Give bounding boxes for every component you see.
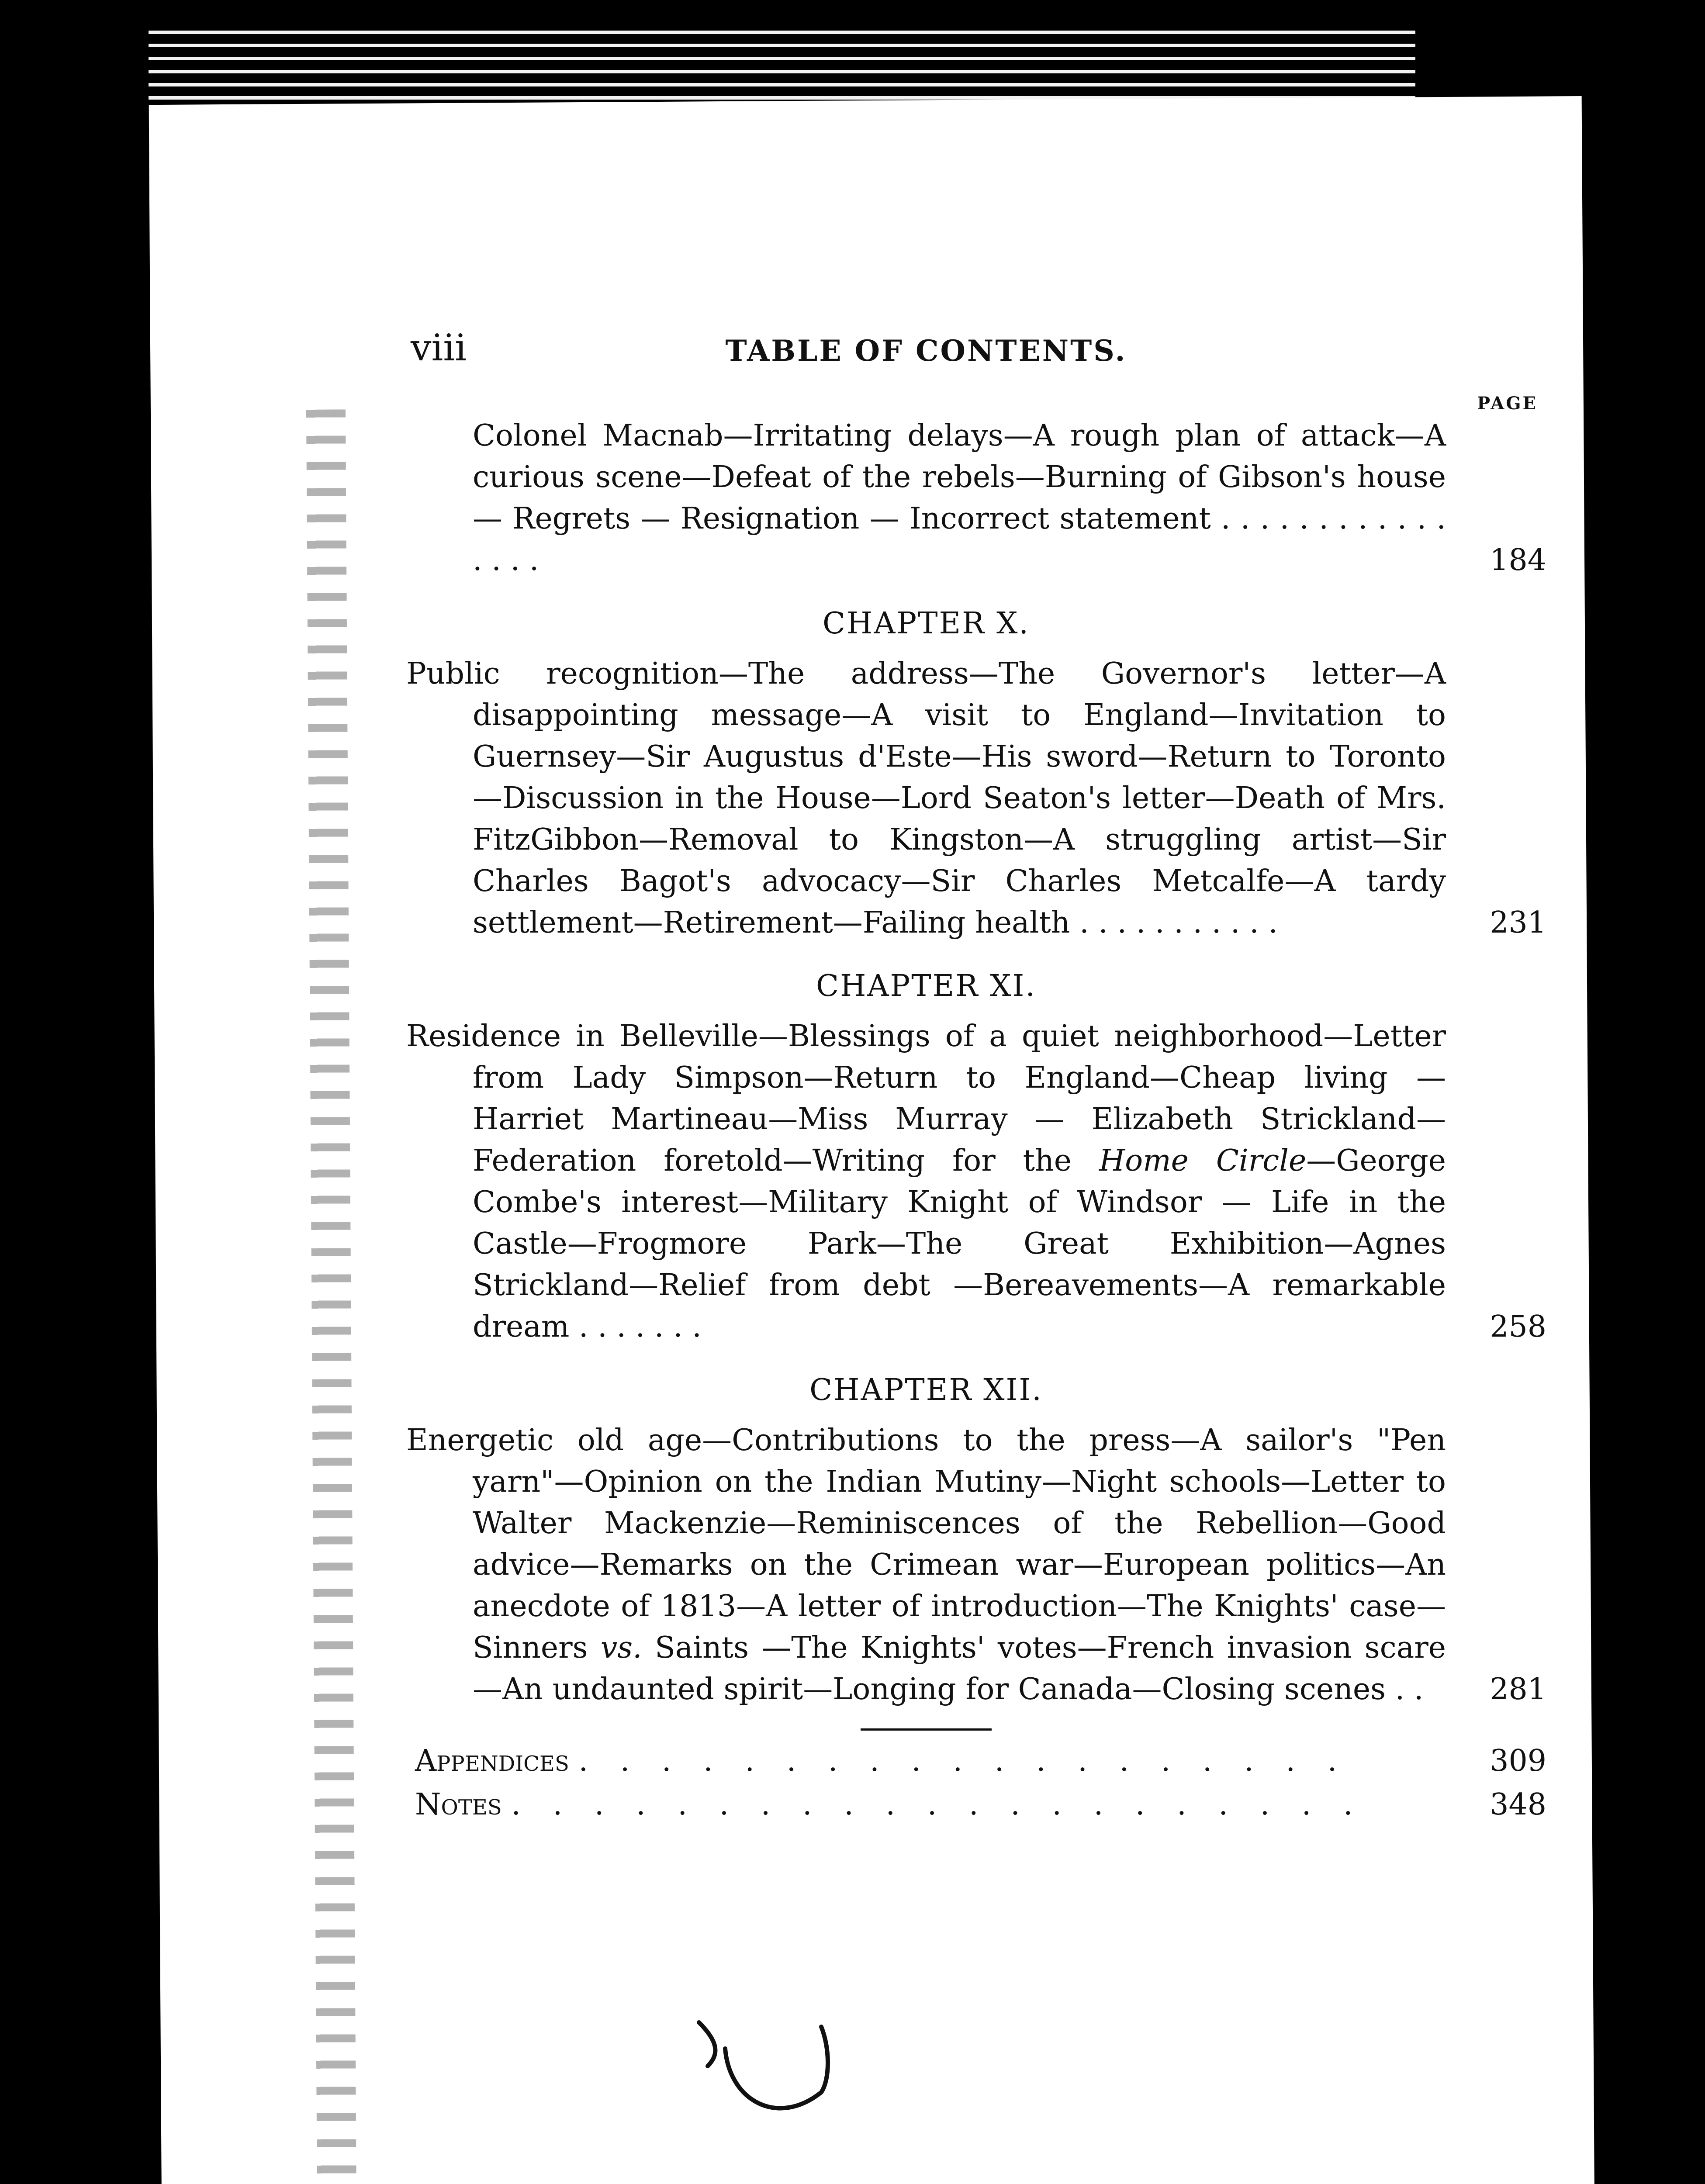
toc-entry-chapter-xi <box>406 1016 1546 1348</box>
contents-body <box>406 326 1546 1827</box>
entry-page: 309 <box>1490 1744 1546 1778</box>
entry-page: 184 <box>1490 543 1546 577</box>
toc-entry-chapter-xii <box>406 1420 1546 1710</box>
scan-noise-left <box>306 409 357 2184</box>
page-title: TABLE OF CONTENTS. <box>725 334 1127 368</box>
toc-entry-appendices <box>406 1739 1546 1783</box>
leader-dots: . . . . . . . . . . . . . . . . . . . <box>578 1744 1349 1778</box>
toc-entry-notes <box>406 1783 1546 1827</box>
page-number: viii <box>411 326 467 369</box>
leader-dots: . . . . . . . . . . . . . . . . . . . . . <box>511 1787 1364 1822</box>
entry-text <box>406 1016 1446 1348</box>
entry-page: 258 <box>1490 1310 1546 1344</box>
chapter-heading: CHAPTER XII. <box>809 1373 1043 1407</box>
entry-label: Notes <box>415 1787 502 1822</box>
entry-text-part: Residence in Belleville—Blessings of a quiet neighborhood—Letter from Lady Simpson—Return to England—Cheap living — Harriet Martineau—Miss Murray — Elizabeth Strickland—Federation foretold—Writing for the <box>406 1019 1446 1178</box>
entry-label: Appendices <box>415 1744 569 1778</box>
toc-entry-chapter-ix-continued <box>406 415 1546 581</box>
entry-text-part: —George Combe's interest—Military Knight of Windsor — Life in the Castle—Frogmore Park—The Great Exhibition—Agnes Strickland—Relief from debt —Bereavements—A remarkable dream . . . . . . . <box>473 1144 1446 1344</box>
handwritten-pencil-mark <box>690 2014 847 2127</box>
chapter-heading: CHAPTER XI. <box>816 969 1036 1003</box>
entry-text-italic: Home Circle <box>1099 1144 1307 1178</box>
entry-page: 231 <box>1490 905 1546 940</box>
entry-text <box>406 1420 1446 1710</box>
entry-text-part: Energetic old age—Contributions to the press—A sailor's "Pen yarn"—Opinion on the Indian Mutiny—Night schools—Letter to Walter Mackenzie—Reminiscences of the Rebellion—Good advice—Remarks on the Crimean war—European politics—An anecdote of 1813—A letter of introduction—The Knights' case—Sinners <box>406 1423 1446 1665</box>
running-header <box>406 328 1446 380</box>
section-rule <box>861 1728 992 1731</box>
entry-text-italic: vs. <box>600 1631 642 1665</box>
entry-page: 348 <box>1490 1787 1546 1822</box>
toc-entry-chapter-x <box>406 653 1546 943</box>
chapter-heading: CHAPTER X. <box>822 606 1030 641</box>
entry-page: 281 <box>1490 1672 1546 1707</box>
entry-text: Public recognition—The address—The Governor's letter—A disappointing message—A visit to England—Invitation to Guernsey—Sir Augustus d'Este—His sword—Return to Toronto—Discussion in the House—Lord Seaton's letter—Death of Mrs. FitzGibbon—Removal to Kingston—A struggling artist—Sir Charles Bagot's advocacy—Sir Charles Metcalfe—A tardy settlement—Retirement—Failing health . . . . . . . . . . . <box>406 657 1446 940</box>
entry-text-part: Saints —The Knights' votes—French invasion scare—An undaunted spirit—Longing for Canada—Closing scenes . . <box>473 1631 1446 1707</box>
page-column-label: PAGE <box>1477 393 1538 414</box>
entry-text: Colonel Macnab—Irritating delays—A rough plan of attack—A curious scene—Defeat of the rebels—Burning of Gibson's house — Regrets — Resignation — Incorrect statement . . . . . . . . . . . . . . . . <box>473 418 1446 577</box>
